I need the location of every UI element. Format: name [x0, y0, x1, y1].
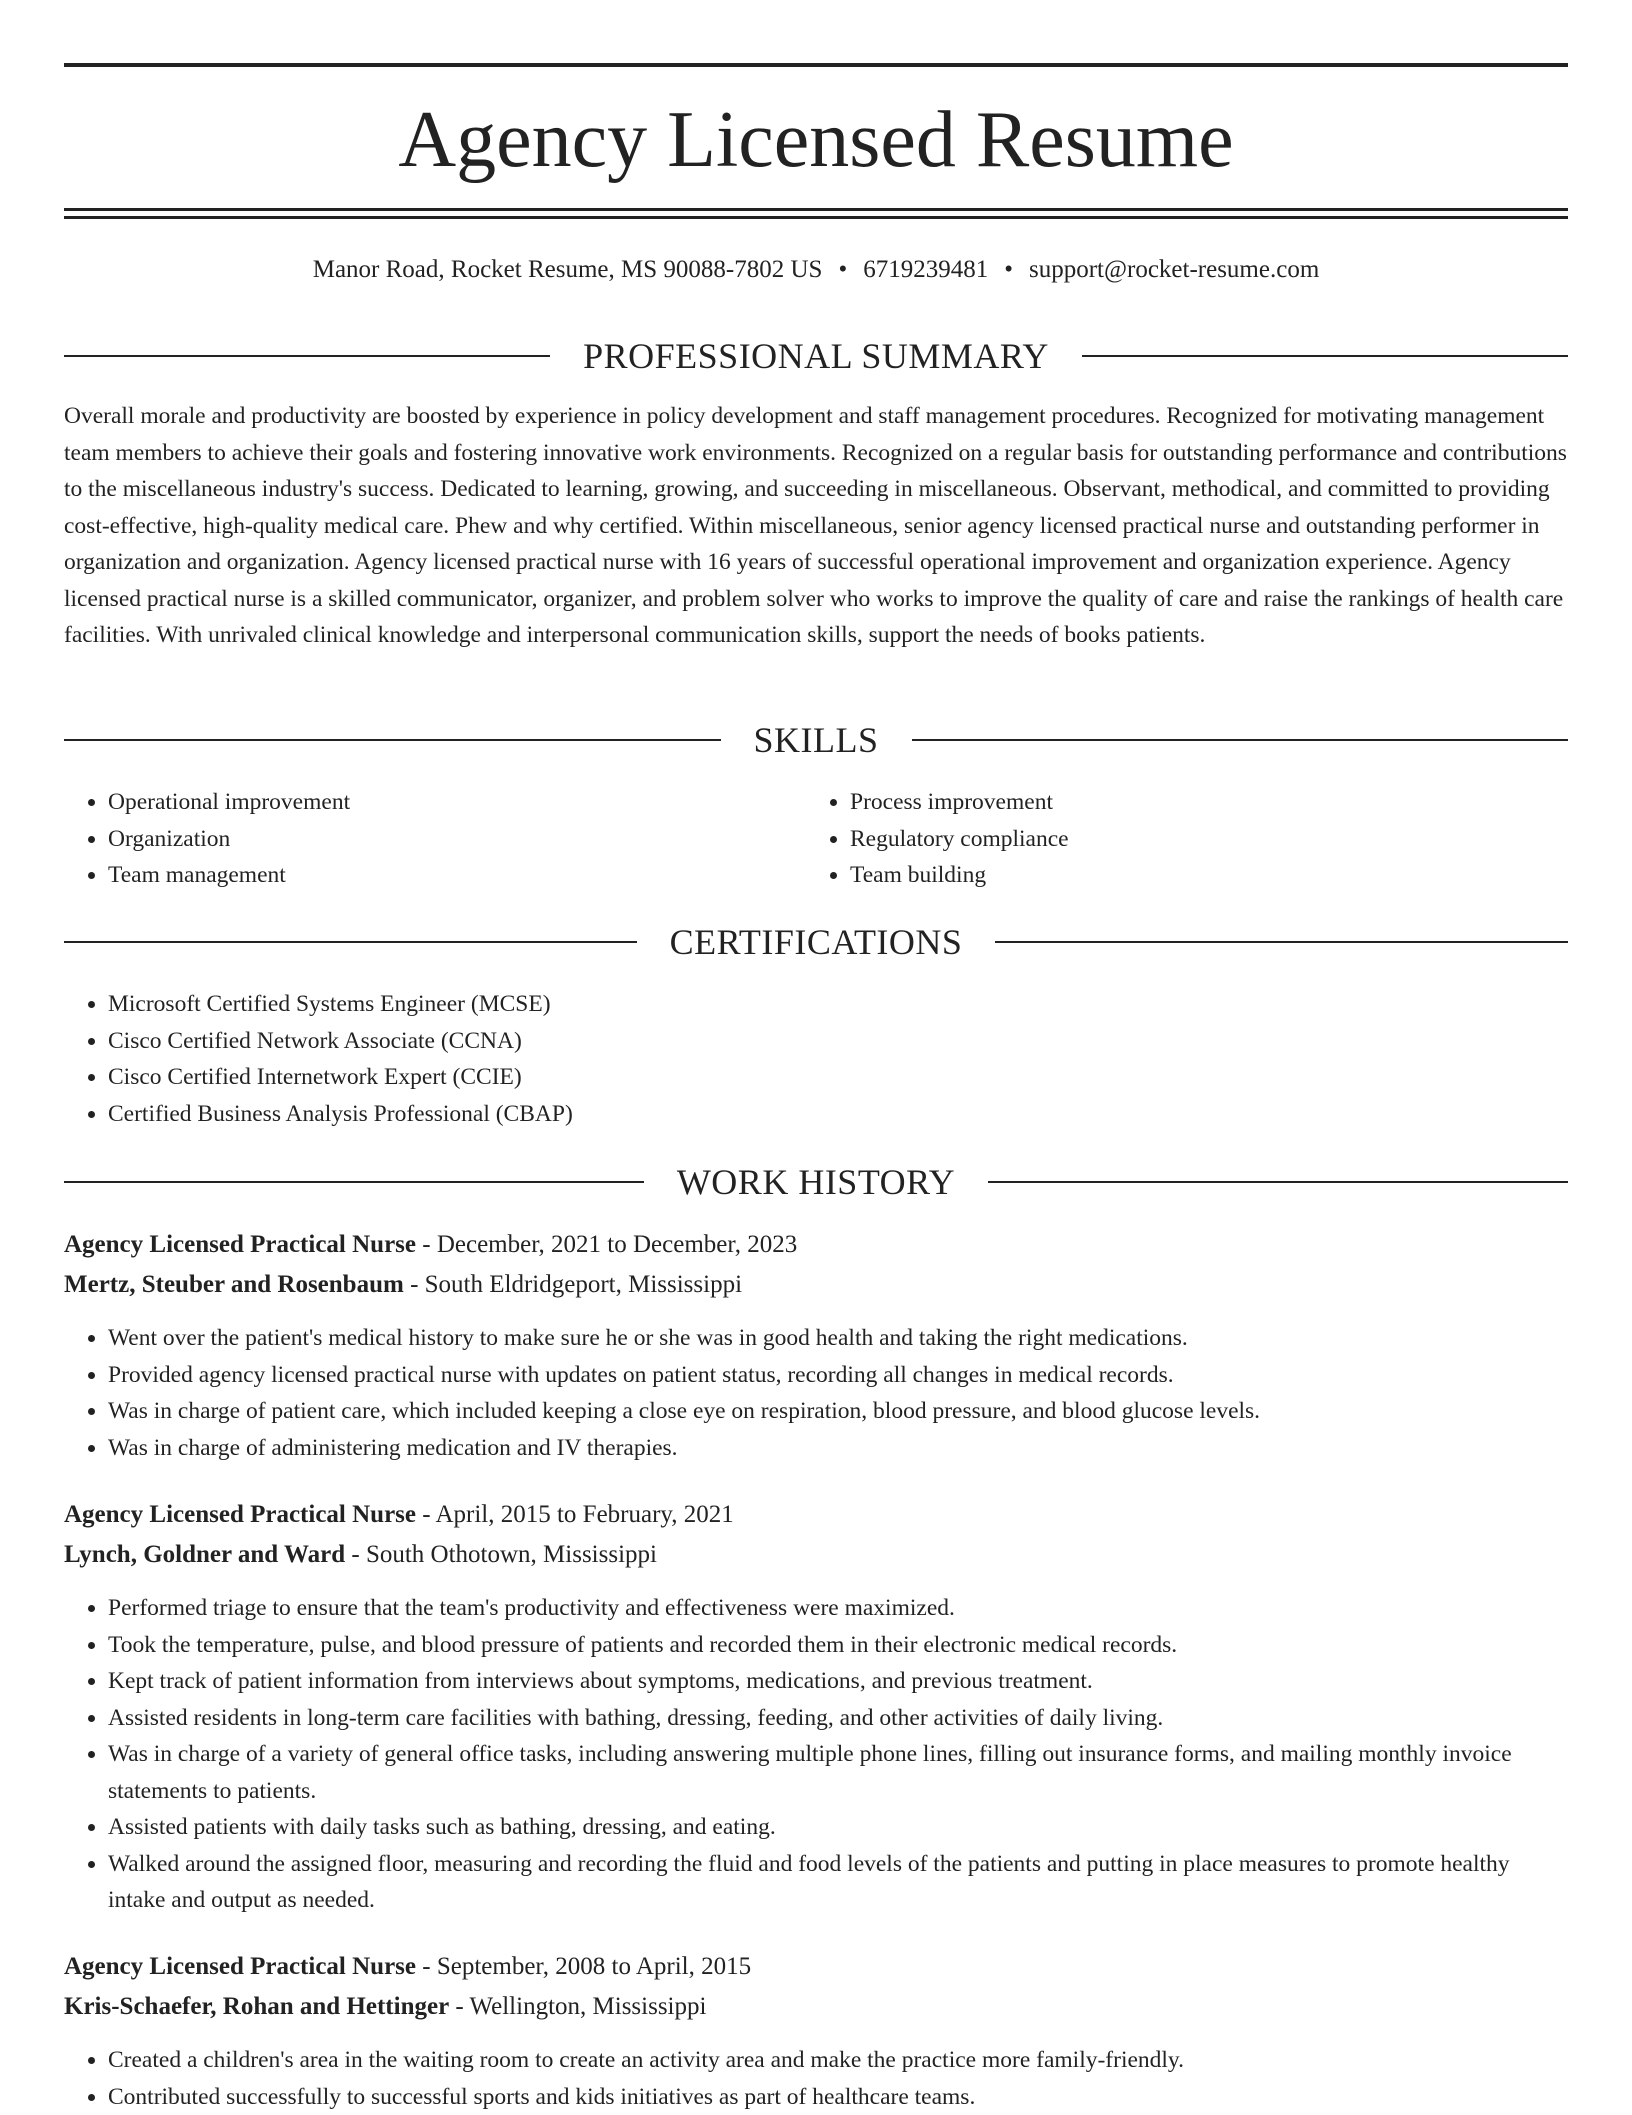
summary-paragraph: Overall morale and productivity are boosted by experience in policy development and staff management procedures. Recognized for motivating management team members to achieve their goals and fostering innovative work environments. Recognized on a regular basis for outstanding performance and contributions to the miscellaneous industry's success. Dedicated to learning, growing, and succeeding in miscellaneous. Observant, methodical, and committed to providing cost-effective, high-quality medical care. Phew and why certified. Within miscellaneous, senior agency licensed practical nurse and outstanding performer in organization and organization. Agency licensed practical nurse with 16 years of successful operational improvement and organization experience. Agency licensed practical nurse is a skilled communicator, organizer, and problem solver who works to improve the quality of care and raise the rankings of health care facilities. With unrivaled clinical knowledge and interpersonal communication skills, support the needs of books patients.	[64, 398, 1568, 654]
contact-phone: 6719239481	[863, 256, 988, 283]
section-rule-right	[995, 941, 1568, 943]
section-header-certifications	[64, 918, 1568, 966]
job-dates: - April, 2015 to February, 2021	[416, 1501, 734, 1528]
job-location: - South Othotown, Mississippi	[345, 1541, 657, 1568]
job-location: - Wellington, Mississippi	[449, 1993, 706, 2020]
section-rule-left	[64, 739, 721, 741]
skill-item: • Process improvement	[850, 784, 1548, 821]
section-rule-left	[64, 355, 550, 357]
job-bullet: • Took the temperature, pulse, and blood pressure of patients and recorded them in their electronic medical records.	[108, 1627, 1568, 1664]
contact-address: Manor Road, Rocket Resume, MS 90088-7802 US	[313, 256, 823, 283]
job-entry	[64, 1495, 1568, 1919]
contact-separator: •	[988, 252, 1029, 288]
job-bullet: • Provided agency licensed practical nurse with updates on patient status, recording all changes in medical records.	[108, 1357, 1568, 1394]
job-bullet: • Went over the patient's medical history to make sure he or she was in good health and taking the right medications.	[108, 1320, 1568, 1357]
job-location: - South Eldridgeport, Mississippi	[404, 1271, 742, 1298]
job-title: Agency Licensed Practical Nurse	[64, 1953, 416, 1980]
section-rule-left	[64, 941, 637, 943]
job-title: Agency Licensed Practical Nurse	[64, 1231, 416, 1258]
job-bullets	[64, 1590, 1568, 1919]
job-dates: - December, 2021 to December, 2023	[416, 1231, 797, 1258]
job-bullets	[64, 1320, 1568, 1466]
job-company-line	[64, 1535, 1568, 1575]
job-bullet: • Walked around the assigned floor, measuring and recording the fluid and food levels of the patients and putting in place measures to promote healthy intake and output as needed.	[108, 1846, 1568, 1919]
job-bullet: • Contributed successfully to successful sports and kids initiatives as part of healthcare teams.	[108, 2079, 1568, 2115]
skills-column-left	[64, 784, 806, 894]
contact-line	[64, 252, 1568, 288]
certifications-list	[64, 986, 1568, 1132]
section-rule-right	[912, 739, 1569, 741]
job-title: Agency Licensed Practical Nurse	[64, 1501, 416, 1528]
contact-email: support@rocket-resume.com	[1029, 256, 1319, 283]
job-company-line	[64, 1987, 1568, 2027]
job-company: Mertz, Steuber and Rosenbaum	[64, 1271, 404, 1298]
section-title-certifications: CERTIFICATIONS	[637, 918, 996, 966]
job-company-line	[64, 1265, 1568, 1305]
section-title-work-history: WORK HISTORY	[644, 1158, 988, 1206]
section-title-skills: SKILLS	[721, 716, 912, 764]
section-header-work-history	[64, 1158, 1568, 1206]
skill-item: • Organization	[108, 821, 806, 858]
job-bullets	[64, 2042, 1568, 2115]
section-rule-right	[1082, 355, 1568, 357]
job-bullet: • Created a children's area in the waiting room to create an activity area and make the practice more family-friendly.	[108, 2042, 1568, 2079]
job-title-line	[64, 1495, 1568, 1535]
skill-item: • Operational improvement	[108, 784, 806, 821]
certification-item: • Cisco Certified Internetwork Expert (CCIE)	[108, 1059, 1568, 1096]
job-bullet: • Performed triage to ensure that the team's productivity and effectiveness were maximized.	[108, 1590, 1568, 1627]
job-dates: - September, 2008 to April, 2015	[416, 1953, 751, 1980]
resume-title: Agency Licensed Resume	[64, 92, 1568, 188]
certification-item: • Cisco Certified Network Associate (CCNA)	[108, 1023, 1568, 1060]
job-company: Kris-Schaefer, Rohan and Hettinger	[64, 1993, 449, 2020]
skill-item: • Regulatory compliance	[850, 821, 1548, 858]
section-rule-right	[988, 1181, 1568, 1183]
job-title-line	[64, 1947, 1568, 1987]
header-double-rule-upper	[64, 208, 1568, 211]
section-header-skills	[64, 716, 1568, 764]
skills-list	[64, 784, 1568, 894]
skill-item: • Team building	[850, 857, 1548, 894]
section-header-summary	[64, 332, 1568, 380]
certification-item: • Microsoft Certified Systems Engineer (MCSE)	[108, 986, 1568, 1023]
job-entry	[64, 1947, 1568, 2115]
job-title-line	[64, 1225, 1568, 1265]
header-double-rule-lower	[64, 216, 1568, 219]
section-title-summary: PROFESSIONAL SUMMARY	[550, 332, 1082, 380]
section-rule-left	[64, 1181, 644, 1183]
skill-item: • Team management	[108, 857, 806, 894]
job-entry	[64, 1225, 1568, 1466]
job-bullet: • Was in charge of a variety of general office tasks, including answering multiple phone lines, filling out insurance forms, and mailing monthly invoice statements to patients.	[108, 1736, 1568, 1809]
job-bullet: • Assisted residents in long-term care facilities with bathing, dressing, feeding, and other activities of daily living.	[108, 1700, 1568, 1737]
job-bullet: • Assisted patients with daily tasks such as bathing, dressing, and eating.	[108, 1809, 1568, 1846]
job-company: Lynch, Goldner and Ward	[64, 1541, 345, 1568]
job-bullet: • Was in charge of administering medication and IV therapies.	[108, 1430, 1568, 1467]
skills-column-right	[806, 784, 1548, 894]
contact-separator: •	[822, 252, 863, 288]
certification-item: • Certified Business Analysis Professional (CBAP)	[108, 1096, 1568, 1133]
header-top-rule	[64, 63, 1568, 67]
job-bullet: • Was in charge of patient care, which included keeping a close eye on respiration, blood pressure, and blood glucose levels.	[108, 1393, 1568, 1430]
job-bullet: • Kept track of patient information from interviews about symptoms, medications, and previous treatment.	[108, 1663, 1568, 1700]
